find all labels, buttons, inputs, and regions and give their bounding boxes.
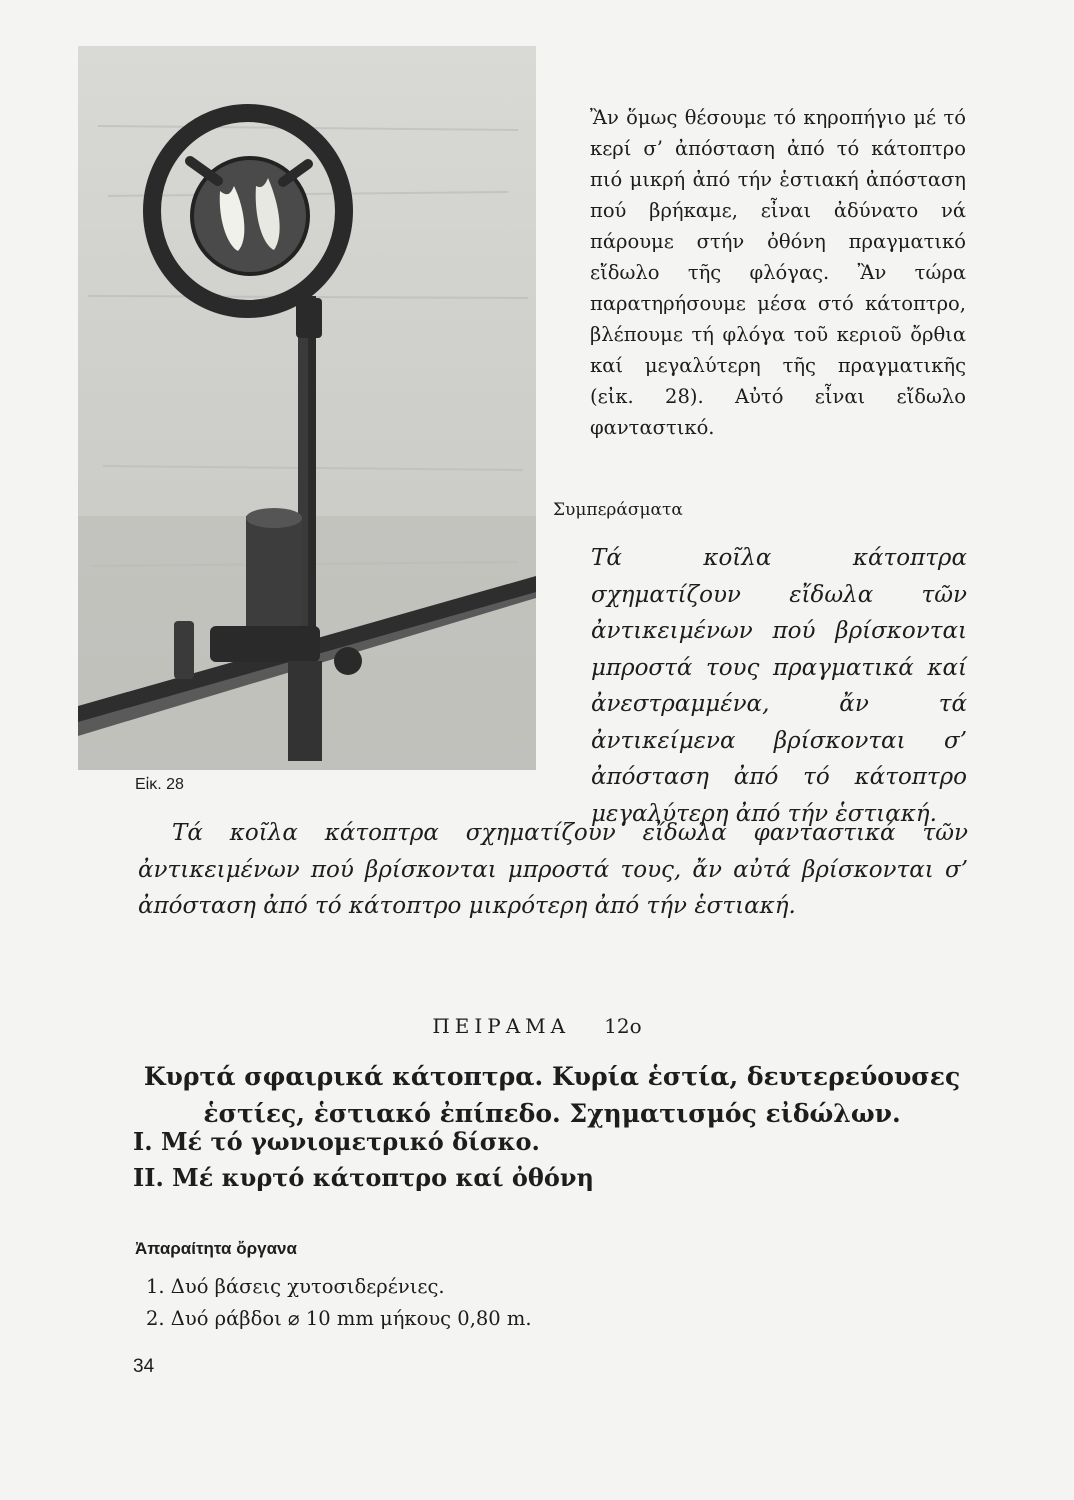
experiment-title — [0, 1014, 1074, 1038]
photo-concave-mirror-candle-icon — [78, 46, 536, 770]
list-item: 1. Δυό βάσεις χυτοσιδερένιες. — [146, 1275, 445, 1298]
conclusion-virtual-images: Τά κοῖλα κάτοπτρα σχηματίζουν εἴδωλα φανταστικά τῶν ἀντικειμένων πού βρίσκονται μπροστά τους, ἄν αὐτά βρίσκονται σ’ ἀπόσταση ἀπό τό κάτοπτρο μικρότερη ἀπό τήν ἑστιακή. — [138, 820, 968, 919]
experiment-label: ΠΕΙΡΑΜΑ — [432, 1014, 571, 1038]
conclusion-real-images: Τά κοῖλα κάτοπτρα σχηματίζουν εἴδωλα τῶν ἀντικειμένων πού βρίσκονται μπροστά τους πραγματικά καί ἀνεστραμμένα, ἄν τά ἀντικείμενα βρίσκονται σ’ ἀπόσταση ἀπό τό κάτοπτρο μεγαλύτερη ἀπό τήν ἑστιακή. — [591, 545, 967, 827]
part-two-convex-mirror-screen: II. Μέ κυρτό κάτοπτρο καί ὀθόνη — [133, 1163, 594, 1192]
conclusions-heading: Συμπεράσματα — [553, 500, 683, 520]
figure-28-photo — [78, 46, 536, 770]
equipment-list — [146, 1271, 532, 1335]
figure-caption: Εἰκ. 28 — [135, 776, 184, 793]
body-paragraph: Ἂν ὅμως θέσουμε τό κηροπήγιο μέ τό κερί σ’ ἀπόσταση ἀπό τό κάτοπτρο πιό μικρή ἀπό τήν ἑστιακή ἀπόσταση πού βρήκαμε, εἶναι ἀδύνατο νά πάρουμε στήν ὀθόνη πραγματικό εἴδωλο τῆς φλόγας. Ἂν τώρα παρατηρήσουμε μέσα στό κάτοπτρο, βλέπουμε τή φλόγα τοῦ κεριοῦ ὄρθια καί μεγαλύτερη τῆς πραγματικῆς (εἰκ. 28). Αὐτό εἶναι εἴδωλο φανταστικό. — [590, 106, 966, 439]
part-one-goniometric-disk: I. Μέ τό γωνιομετρικό δίσκο. — [133, 1127, 540, 1156]
equipment-heading: Ἀπαραίτητα ὄργανα — [135, 1239, 297, 1258]
page-number: 34 — [133, 1356, 155, 1377]
experiment-heading: Κυρτά σφαιρικά κάτοπτρα. Κυρία ἑστία, δευτερεύουσες ἑστίες, ἑστιακό ἐπίπεδο. Σχηματισμός εἰδώλων. — [143, 1062, 961, 1128]
experiment-number: 12ο — [604, 1014, 642, 1038]
list-item: 2. Δυό ράβδοι ⌀ 10 mm μήκους 0,80 m. — [146, 1307, 532, 1330]
